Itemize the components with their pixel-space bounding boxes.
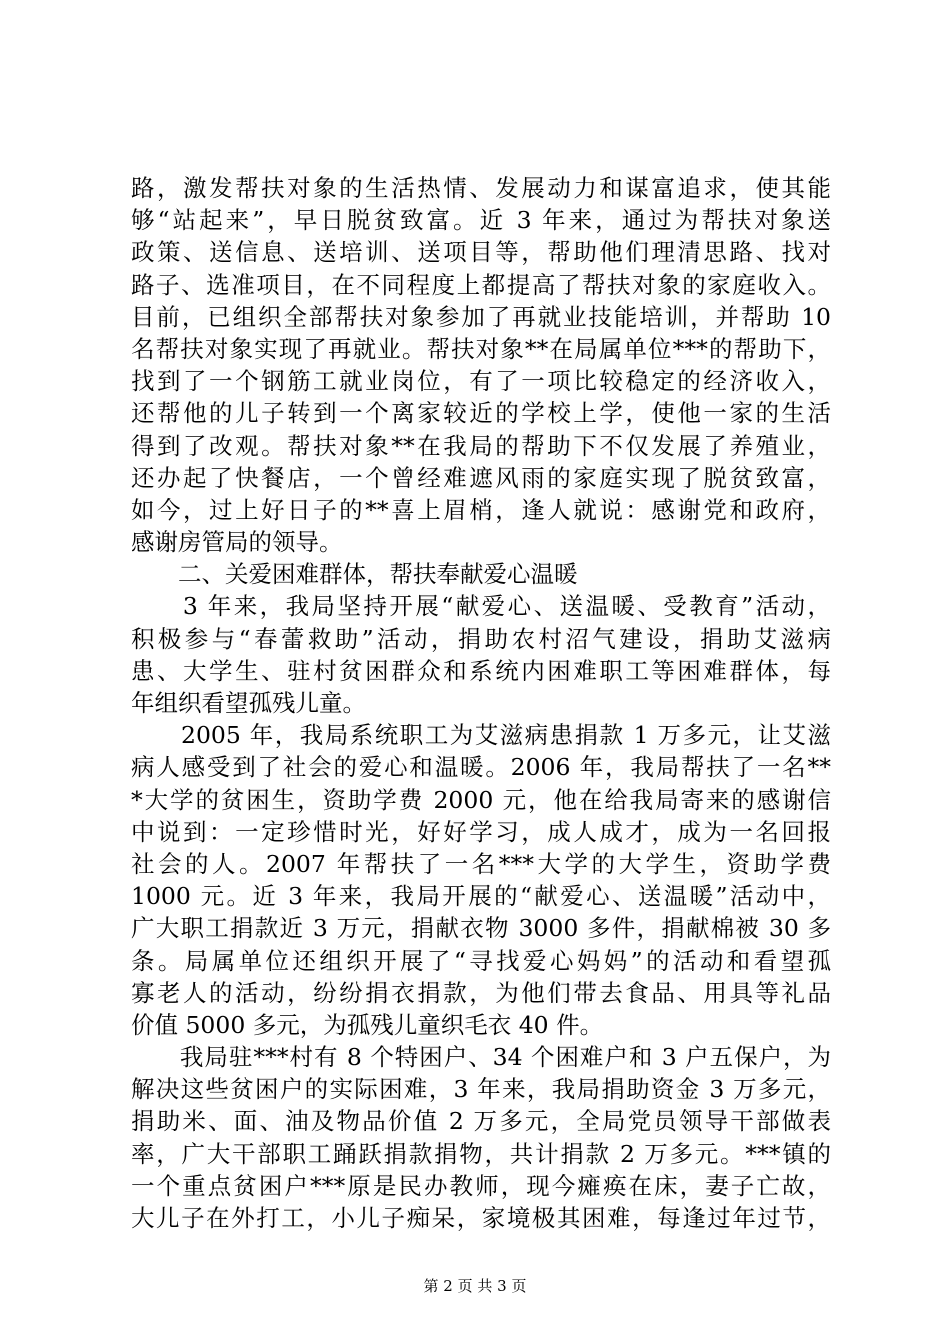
text-line: 社会的人。2007 年帮扶了一名***大学的大学生，资助学费 [131, 849, 831, 878]
text-line: 价值 5000 多元，为孤残儿童织毛衣 40 件。 [131, 1010, 604, 1039]
text-line: 二、关爱困难群体，帮扶奉献爱心温暖 [131, 560, 578, 589]
text-line: 中说到：一定珍惜时光，好好学习，成人成才，成为一名回报 [131, 817, 831, 846]
text-line: 还办起了快餐店，一个曾经难遮风雨的家庭实现了脱贫致富， [131, 463, 831, 492]
text-line: 我局驻***村有 8 个特困户、34 个困难户和 3 户五保户，为 [131, 1043, 831, 1072]
text-line: 患、大学生、驻村贫困群众和系统内困难职工等困难群体，每 [131, 656, 831, 685]
text-line: 捐助米、面、油及物品价值 2 万多元，全局党员领导干部做表 [131, 1107, 831, 1136]
text-line: 年组织看望孤残儿童。 [131, 689, 366, 717]
text-line: 一个重点贫困户***原是民办教师，现今瘫痪在床，妻子亡故， [131, 1171, 831, 1200]
text-line: 名帮扶对象实现了再就业。帮扶对象**在局属单位***的帮助下， [131, 334, 831, 363]
text-line: 大儿子在外打工，小儿子痴呆，家境极其困难，每逢过年过节， [131, 1204, 831, 1232]
text-line: 够“站起来”，早日脱贫致富。近 3 年来，通过为帮扶对象送 [131, 206, 831, 235]
text-line: 路子、选准项目，在不同程度上都提高了帮扶对象的家庭收入。 [131, 270, 831, 299]
text-line: 病人感受到了社会的爱心和温暖。2006 年，我局帮扶了一名** [131, 753, 831, 782]
text-line: 如今，过上好日子的**喜上眉梢，逢人就说：感谢党和政府， [131, 495, 831, 524]
text-line: 得到了改观。帮扶对象**在我局的帮助下不仅发展了养殖业， [131, 431, 831, 460]
text-line: 条。局属单位还组织开展了“寻找爱心妈妈”的活动和看望孤 [131, 946, 831, 975]
text-line: 1000 元。近 3 年来，我局开展的“献爱心、送温暖”活动中， [131, 882, 831, 911]
text-line: 积极参与“春蕾救助”活动，捐助农村沼气建设，捐助艾滋病 [131, 624, 831, 653]
text-line: 路，激发帮扶对象的生活热情、发展动力和谋富追求，使其能 [131, 174, 831, 202]
text-line: 找到了一个钢筋工就业岗位，有了一项比较稳定的经济收入， [131, 367, 831, 396]
text-line: 目前，已组织全部帮扶对象参加了再就业技能培训，并帮助 10 [131, 302, 831, 331]
text-line: 还帮他的儿子转到一个离家较近的学校上学，使他一家的生活 [131, 399, 831, 428]
text-line: *大学的贫困生，资助学费 2000 元，他在给我局寄来的感谢信 [131, 785, 831, 814]
text-line: 寡老人的活动，纷纷捐衣捐款，为他们带去食品、用具等礼品 [131, 978, 831, 1007]
page-footer: 第 2 页 共 3 页 [423, 1277, 527, 1295]
text-line: 感谢房管局的领导。 [131, 528, 343, 557]
text-line: 2005 年，我局系统职工为艾滋病患捐款 1 万多元，让艾滋 [131, 721, 831, 750]
text-line: 解决这些贫困户的实际困难，3 年来，我局捐助资金 3 万多元， [131, 1075, 831, 1104]
document-body [131, 172, 831, 1234]
text-line: 3 年来，我局坚持开展“献爱心、送温暖、受教育”活动， [131, 592, 831, 621]
text-line: 政策、送信息、送培训、送项目等，帮助他们理清思路、找对 [131, 238, 831, 267]
text-line: 率，广大干部职工踊跃捐款捐物，共计捐款 2 万多元。***镇的 [131, 1139, 831, 1168]
text-line: 广大职工捐款近 3 万元，捐献衣物 3000 多件，捐献棉被 30 多 [131, 914, 831, 943]
